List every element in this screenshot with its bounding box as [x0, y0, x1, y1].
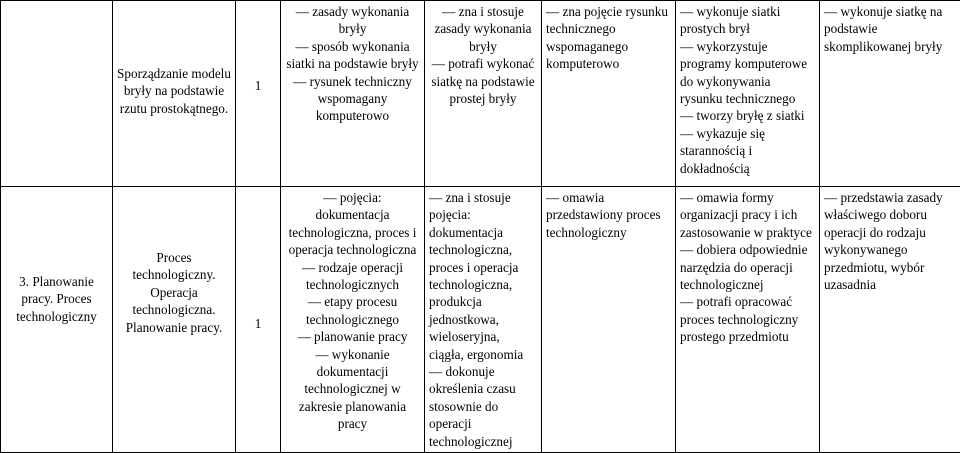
content-cell: — zasady wykonania bryły — sposób wykonania siatki na podstawie bryły — rysunek techniczny wspomagany komputerowo	[281, 1, 425, 187]
advanced-requirements-cell: — omawia formy organizacji pracy i ich zastosowanie w praktyce — dobiera odpowiednie narzędzia do operacji technologicznej — potrafi opracować proces technologiczny prostego przedmiotu	[676, 187, 820, 453]
advanced-requirements-cell: — wykonuje siatki prostych brył — wykorzystuje programy komputerowe do wykonywania rysunku technicznego — tworzy bryłę z siatki — wykazuje się starannością i dokładnością	[676, 1, 820, 187]
table-row	[1, 187, 960, 453]
excellent-requirements-cell: — przedstawia zasady właściwego doboru operacji do rodzaju wykonywanego przedmiotu, wybór uzasadnia	[820, 187, 960, 453]
lesson-topic-cell: Sporządzanie modelu bryły na podstawie rzutu prostokątnego.	[113, 1, 236, 187]
hours-cell: 1	[236, 187, 281, 453]
hours-cell: 1	[236, 1, 281, 187]
topic-cell: 3. Planowanie pracy. Proces technologiczny	[1, 187, 113, 453]
content-cell: — pojęcia: dokumentacja technologiczna, proces i operacja technologiczna — rodzaje operacji technologicznych — etapy procesu technologicznego — planowanie pracy — wykonanie dokumentacji technologicznej w zakresie planowania pracy	[281, 187, 425, 453]
table-row	[1, 1, 960, 187]
extended-requirements-cell: — omawia przedstawiony proces technologiczny	[542, 187, 676, 453]
lesson-topic-cell: Proces technologiczny. Operacja technologiczna. Planowanie pracy.	[113, 187, 236, 453]
basic-requirements-cell: — zna i stosuje zasady wykonania bryły — potrafi wykonać siatkę na podstawie prostej bryły	[425, 1, 542, 187]
basic-requirements-cell: — zna i stosuje pojęcia: dokumentacja technologiczna, proces i operacja technologiczna, produkcja jednostkowa, wieloseryjna, ciągła, ergonomia — dokonuje określenia czasu stosownie do operacji technologicznej	[425, 187, 542, 453]
topic-cell	[1, 1, 113, 187]
extended-requirements-cell: — zna pojęcie rysunku technicznego wspomaganego komputerowo	[542, 1, 676, 187]
excellent-requirements-cell: — wykonuje siatkę na podstawie skomplikowanej bryły	[820, 1, 960, 187]
